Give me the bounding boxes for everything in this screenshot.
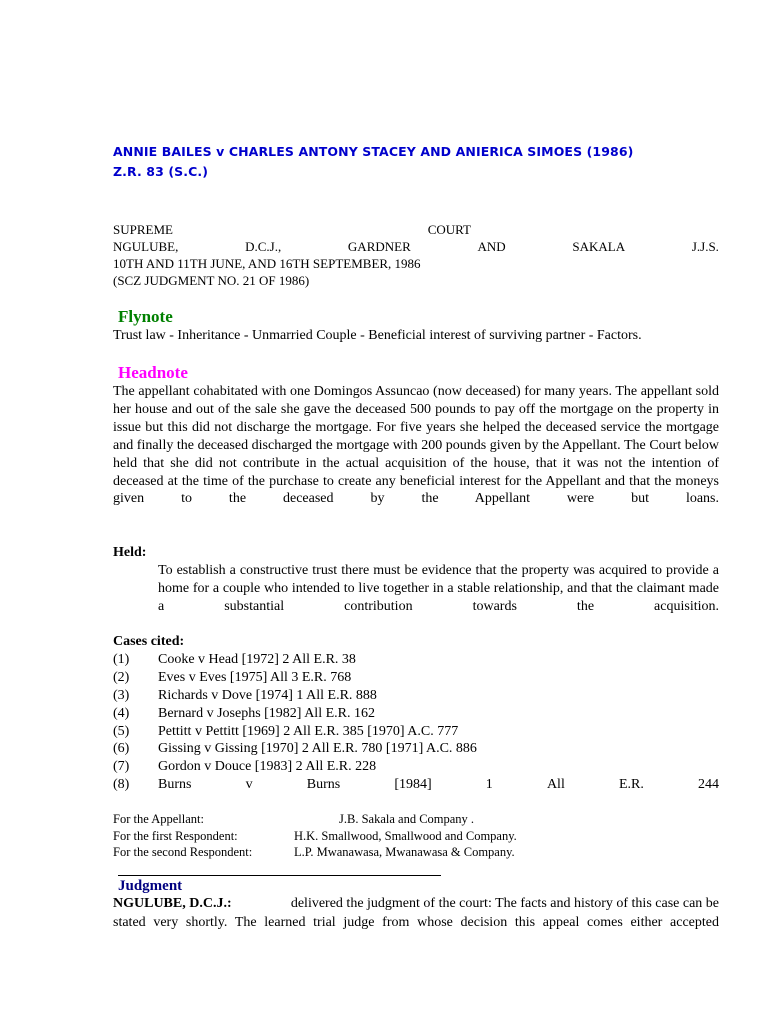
court-word-supreme: SUPREME — [113, 222, 173, 237]
judgment-line-2: stated very shortly. The learned trial judge from whose decision this appeal comes either accepted — [113, 915, 719, 930]
hearing-dates: 10TH AND 11TH JUNE, AND 16TH SEPTEMBER, 1986 — [113, 256, 421, 271]
counsel-name-second-respondent: L.P. Mwanawasa, Mwanawasa & Company. — [294, 845, 515, 859]
citation-word: All — [546, 777, 565, 792]
held-text: To establish a constructive trust there must be evidence that the property was acquired to provide a home for a couple who intended to live together in a stable relationship, and that the claimant made a substantial contribution towards the acquisition. — [158, 563, 719, 614]
judge-word: GARDNER — [347, 239, 411, 254]
case-number: (4) — [113, 706, 130, 721]
case-citation: Eves v Eves [1975] All 3 E.R. 768 — [158, 670, 352, 685]
case-number: (3) — [113, 688, 130, 703]
flynote-heading: Flynote — [118, 307, 173, 326]
judge-word: NGULUBE, — [113, 239, 179, 254]
case-citation — [158, 777, 719, 793]
case-number: (6) — [113, 741, 130, 756]
citation-word: [1984] — [394, 777, 432, 792]
case-citation: Gordon v Douce [1983] 2 All E.R. 228 — [158, 759, 377, 774]
case-item — [113, 724, 719, 742]
citation-word: Burns — [158, 777, 192, 792]
headnote-text: The appellant cohabitated with one Domingos Assuncao (now deceased) for many years. The appellant sold her house and out of the sale she gave the deceased 500 pounds to pay off the mortgage on the property in issue but this did not discharge the mortgage. For five years she helped the deceased service the mortgage and finally the deceased discharged the mortgage with 200 pounds given by the Appellant. The Court below held that she did not contribute in the actual acquisition of the house, that it was not the intention of deceased at the time of the purchase to create any beneficial interest for the Appellant and that the moneys given to the deceased by the Appellant were but loans. — [113, 384, 719, 507]
case-item — [113, 652, 719, 670]
case-item — [113, 777, 719, 795]
headnote-heading: Headnote — [118, 363, 188, 382]
citation-word: 1 — [485, 777, 493, 792]
court-word-court: COURT — [427, 222, 471, 237]
case-number: (2) — [113, 670, 130, 685]
judgment-heading: Judgment — [118, 878, 183, 894]
judgment-speaker: NGULUBE, D.C.J.: — [113, 896, 232, 911]
case-item — [113, 688, 719, 706]
case-citation: Bernard v Josephs [1982] All E.R. 162 — [158, 706, 375, 721]
flynote-text: Trust law - Inheritance - Unmarried Couple - Beneficial interest of surviving partner - Factors. — [113, 328, 642, 343]
judge-word: SAKALA — [572, 239, 626, 254]
counsel-role-first-respondent: For the first Respondent: — [113, 829, 238, 843]
court-line — [113, 222, 471, 238]
judge-word: J.J.S. — [691, 239, 719, 254]
case-title-line-1: ANNIE BAILES v CHARLES ANTONY STACEY AND ANIERICA SIMOES (1986) — [113, 144, 634, 159]
counsel-name-first-respondent: H.K. Smallwood, Smallwood and Company. — [294, 829, 517, 843]
case-item — [113, 741, 719, 759]
citation-word: E.R. — [618, 777, 644, 792]
judges-line — [113, 239, 719, 255]
case-item — [113, 670, 719, 688]
citation-word: Burns — [306, 777, 341, 792]
case-item — [113, 706, 719, 724]
counsel-role-second-respondent: For the second Respondent: — [113, 845, 253, 859]
citation-word: 244 — [698, 777, 719, 792]
case-citation: Pettitt v Pettitt [1969] 2 All E.R. 385 [1970] A.C. 777 — [158, 724, 459, 739]
cases-cited-label: Cases cited: — [113, 634, 185, 649]
judge-word: AND — [477, 239, 506, 254]
case-citation: Gissing v Gissing [1970] 2 All E.R. 780 [1971] A.C. 886 — [158, 741, 477, 756]
case-number: (7) — [113, 759, 130, 774]
counsel-role-appellant: For the Appellant: — [113, 812, 204, 826]
case-number: (5) — [113, 724, 130, 739]
judgment-number: (SCZ JUDGMENT NO. 21 OF 1986) — [113, 273, 310, 288]
case-item — [113, 759, 719, 777]
case-title-line-2: Z.R. 83 (S.C.) — [113, 164, 209, 179]
held-label: Held: — [113, 545, 147, 560]
judgment-text-1: delivered the judgment of the court: The facts and history of this case can be — [290, 896, 719, 911]
case-number: (1) — [113, 652, 130, 667]
judge-word: D.C.J., — [245, 239, 282, 254]
judgment-line-1 — [113, 896, 719, 912]
citation-word: v — [245, 777, 253, 792]
case-number: (8) — [113, 777, 130, 792]
case-citation: Richards v Dove [1974] 1 All E.R. 888 — [158, 688, 377, 703]
counsel-name-appellant: J.B. Sakala and Company . — [339, 812, 475, 826]
section-divider — [118, 875, 441, 876]
case-citation: Cooke v Head [1972] 2 All E.R. 38 — [158, 652, 356, 667]
